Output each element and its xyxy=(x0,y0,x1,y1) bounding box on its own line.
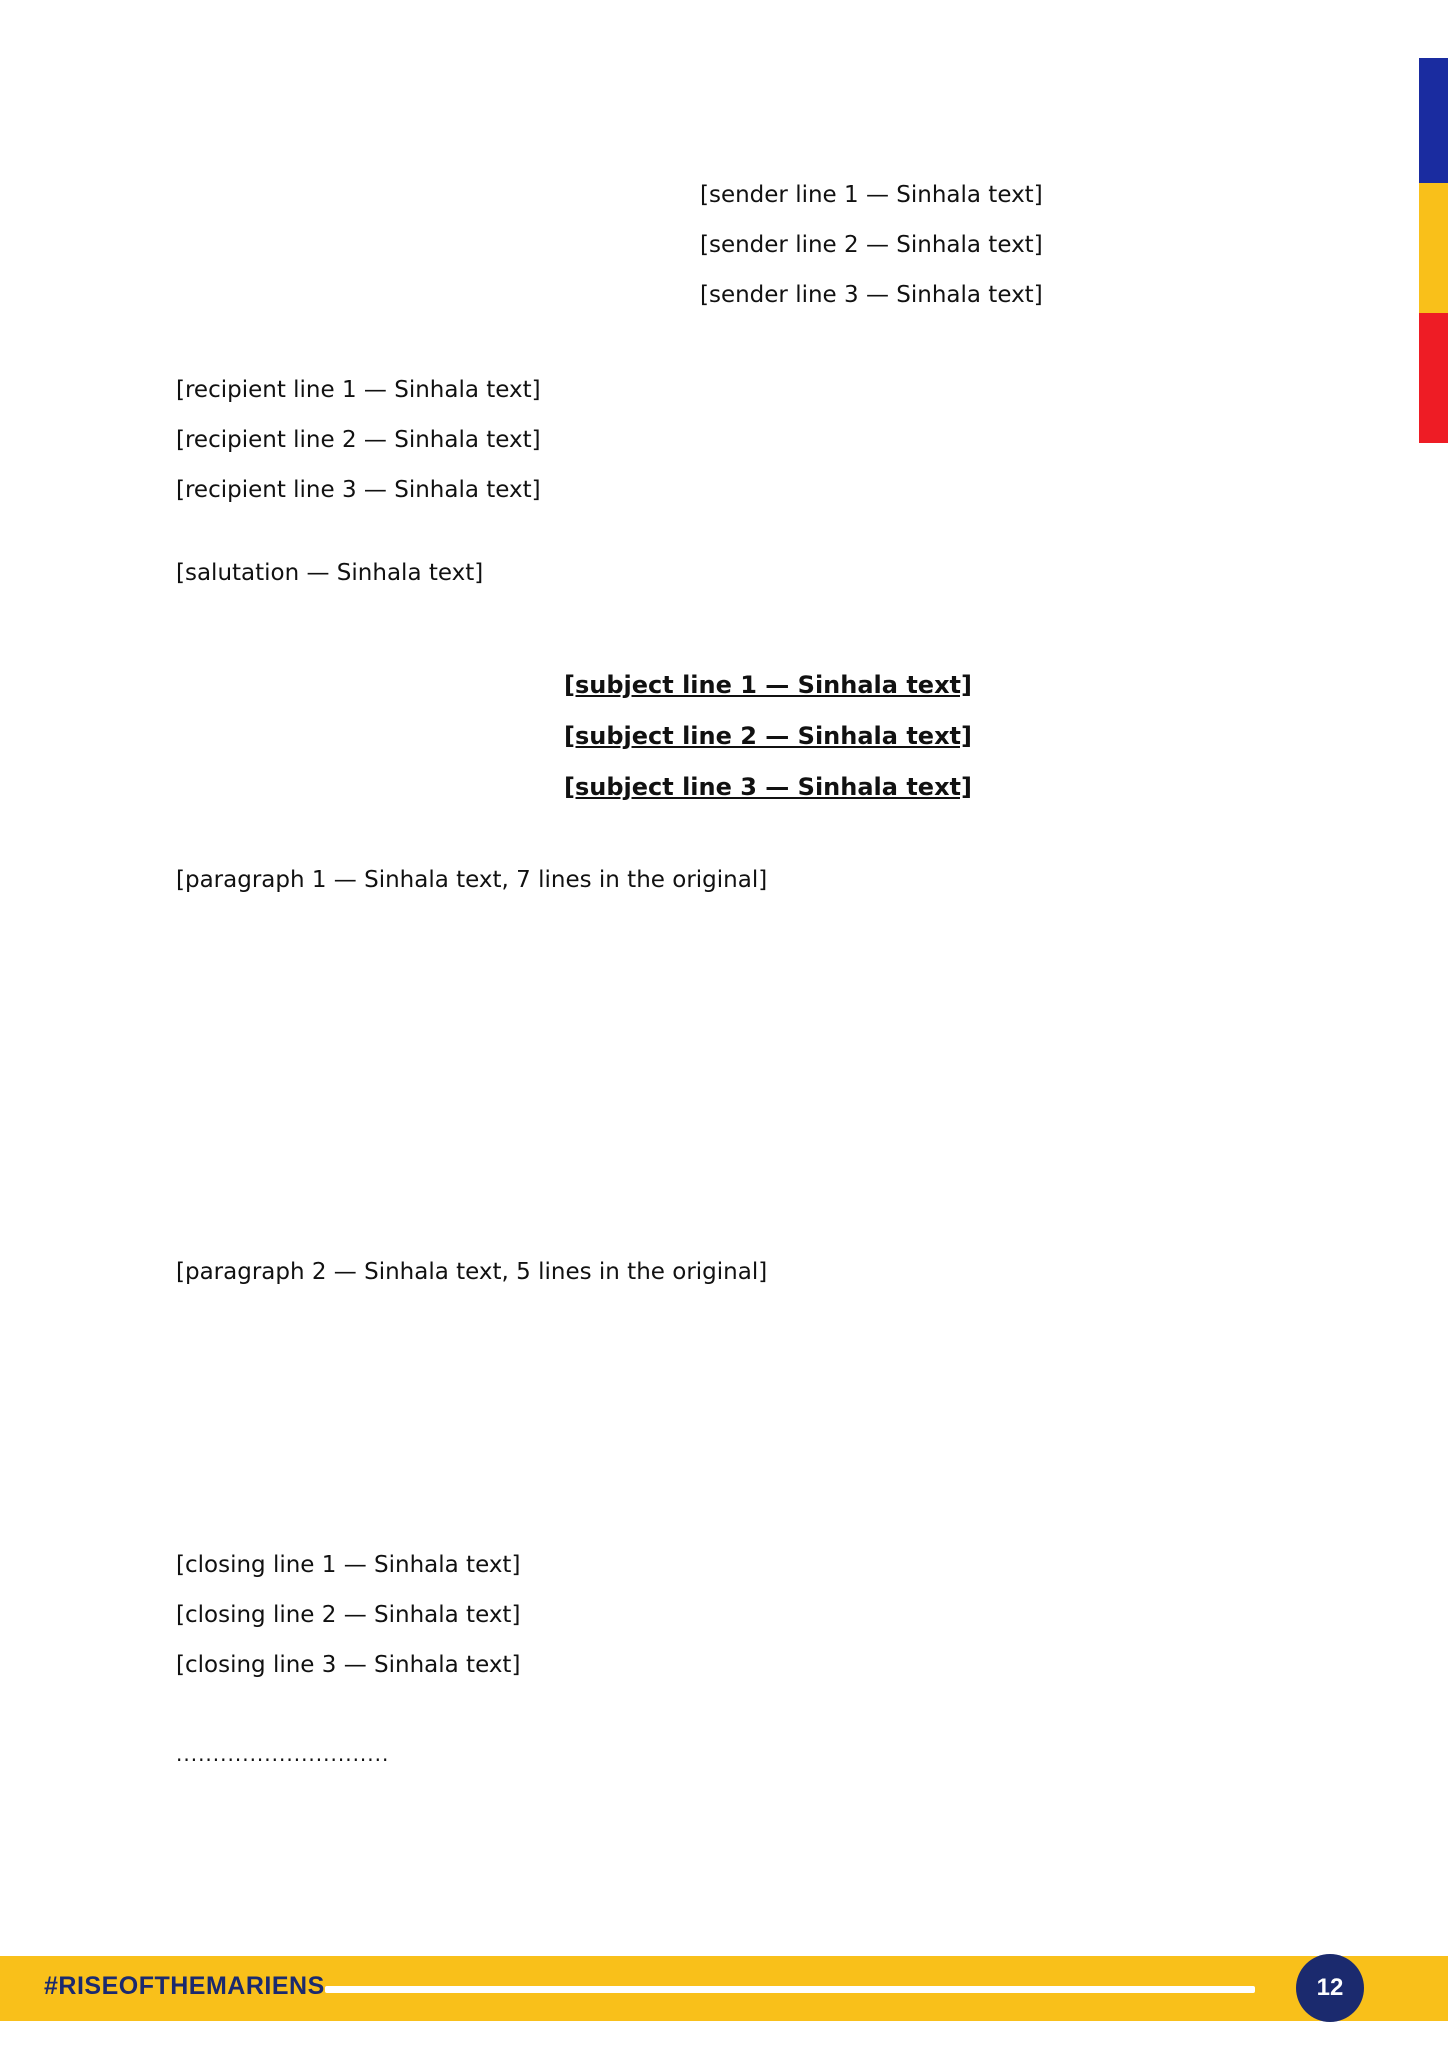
sender-line: [sender line 2 — Sinhala text] xyxy=(700,232,1043,258)
side-stripe-yellow xyxy=(1419,183,1448,313)
recipient-line: [recipient line 3 — Sinhala text] xyxy=(176,477,541,503)
side-stripe-blue xyxy=(1419,58,1448,183)
sender-block xyxy=(700,170,1043,320)
signature-line: ............................. xyxy=(176,1742,390,1766)
sender-line: [sender line 1 — Sinhala text] xyxy=(700,182,1043,208)
side-stripe-red xyxy=(1419,313,1448,443)
subject-line: [subject line 2 — Sinhala text] xyxy=(564,722,972,750)
sender-line: [sender line 3 — Sinhala text] xyxy=(700,282,1043,308)
body-paragraph: [paragraph 1 — Sinhala text, 7 lines in the original] xyxy=(176,867,768,893)
subject-line: [subject line 3 — Sinhala text] xyxy=(564,773,972,801)
footer-bar xyxy=(0,1956,1448,2021)
recipient-block xyxy=(176,365,541,515)
footer-hashtag: #RISEOFTHEMARIENS xyxy=(44,1972,325,2000)
subject-heading xyxy=(176,660,1360,813)
subject-line: [subject line 1 — Sinhala text] xyxy=(564,671,972,699)
closing-line: [closing line 3 — Sinhala text] xyxy=(176,1652,521,1678)
footer-divider xyxy=(325,1986,1255,1993)
closing-block xyxy=(176,1540,520,1690)
recipient-line: [recipient line 1 — Sinhala text] xyxy=(176,377,541,403)
salutation: [salutation — Sinhala text] xyxy=(176,560,484,586)
body-paragraph: [paragraph 2 — Sinhala text, 5 lines in the original] xyxy=(176,1259,768,1285)
page-number-badge: 12 xyxy=(1296,1954,1364,2022)
closing-line: [closing line 2 — Sinhala text] xyxy=(176,1602,521,1628)
closing-line: [closing line 1 — Sinhala text] xyxy=(176,1552,521,1578)
recipient-line: [recipient line 2 — Sinhala text] xyxy=(176,427,541,453)
